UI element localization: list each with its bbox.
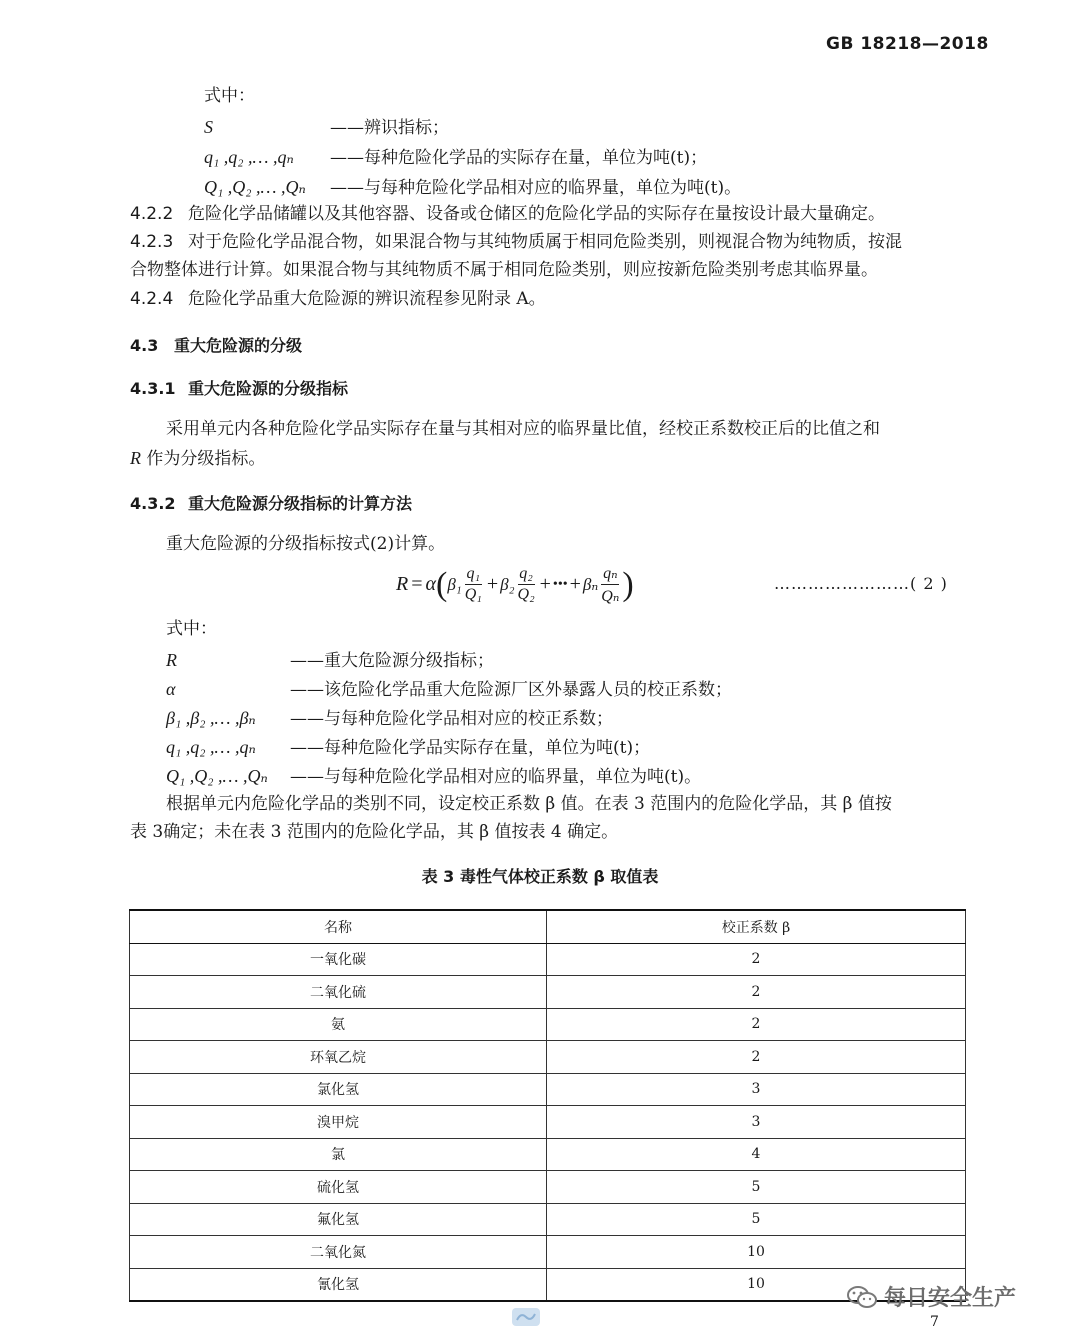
clause-text: 危险化学品重大危险源的辨识流程参见附录 A。	[188, 289, 546, 309]
formula-plus: +	[486, 573, 499, 595]
clause-number: 4.2.2	[130, 204, 174, 224]
table-cell-value: 2	[547, 976, 966, 1009]
definition-symbol: Q₁ ,Q₂ ,… ,Qₙ	[204, 177, 306, 197]
table-cell-name: 氟化氢	[130, 1203, 547, 1236]
section-heading-4-3-2	[130, 491, 412, 514]
paragraph-line: 采用单元内各种危险化学品实际存在量与其相对应的临界量比值，经校正系数校正后的比值之和	[166, 419, 880, 439]
formula-right-paren: )	[622, 565, 634, 603]
formula-fraction	[518, 565, 535, 604]
fraction-numerator: q₂	[519, 565, 533, 582]
clause-text: 对于危险化学品混合物，如果混合物与其纯物质属于相同危险类别，则视混合物为纯物质，按混	[188, 232, 902, 252]
definition-row	[166, 762, 701, 787]
table-row	[130, 1236, 966, 1269]
fraction-denominator: Qₙ	[601, 588, 620, 605]
table-row	[130, 1041, 966, 1074]
formula-fraction	[465, 565, 482, 604]
section-number: 4.3	[130, 336, 159, 355]
section-title: 重大危险源的分级指标	[188, 379, 349, 398]
standard-code: GB 18218—2018	[826, 34, 989, 54]
paragraph-text: 作为分级指标。	[141, 449, 266, 469]
fraction-numerator: q₁	[466, 565, 481, 582]
definition-symbol: R	[166, 650, 177, 670]
table-cell-name: 硫化氢	[130, 1171, 547, 1204]
definition-symbol: α	[166, 679, 176, 699]
symbol-R: R	[130, 448, 141, 468]
definition-symbol: q₁ ,q₂ ,… ,qₙ	[204, 147, 294, 167]
definition-desc: ——辨识指标；	[330, 118, 449, 138]
paragraph-line: 表 3确定；未在表 3 范围内的危险化学品，其 β 值按表 4 确定。	[130, 822, 619, 842]
watermark	[846, 1281, 1016, 1312]
paragraph-line	[130, 446, 265, 472]
definition-desc: ——与每种危险化学品相对应的校正系数；	[290, 709, 613, 729]
clause-number: 4.2.3	[130, 232, 174, 252]
section-heading-4-3	[130, 333, 302, 356]
paragraph-line: 根据单元内危险化学品的类别不同，设定校正系数 β 值。在表 3 范围内的危险化学品，其 β 值按	[166, 794, 892, 814]
table-cell-value: 3	[547, 1073, 966, 1106]
formula-lhs: R	[396, 573, 409, 595]
table-cell-name: 氰化氢	[130, 1268, 547, 1301]
table-cell-name: 二氧化硫	[130, 976, 547, 1009]
table-cell-name: 二氧化氮	[130, 1236, 547, 1269]
formula-fraction	[601, 563, 619, 606]
watermark-text: 每日安全生产	[884, 1286, 1017, 1311]
formula-beta: β₁	[447, 574, 462, 594]
table-cell-name: 溴甲烷	[130, 1106, 547, 1139]
definition-symbol: Q₁ ,Q₂ ,… ,Qₙ	[166, 766, 268, 786]
fraction-denominator: Q₁	[464, 586, 482, 603]
table-cell-name: 氯	[130, 1138, 547, 1171]
table-cell-value: 3	[547, 1106, 966, 1139]
definition-symbol: S	[204, 117, 213, 137]
formula-2	[396, 563, 634, 606]
definition-row	[204, 113, 449, 138]
definition-desc: ——每种危险化学品的实际存在量，单位为吨(t)；	[330, 148, 708, 168]
table-row	[130, 1008, 966, 1041]
table-cell-name: 环氧乙烷	[130, 1041, 547, 1074]
table-title: 表 3 毒性气体校正系数 β 取值表	[421, 867, 659, 886]
table-row	[130, 976, 966, 1009]
wechat-icon	[846, 1285, 878, 1309]
table-3	[129, 909, 966, 1302]
table-row	[130, 943, 966, 976]
definition-desc: ——与每种危险化学品相对应的临界量，单位为吨(t)。	[290, 767, 702, 787]
definition-row	[166, 646, 494, 671]
page-number: 7	[930, 1314, 939, 1330]
fraction-bar	[601, 584, 619, 585]
column-header: 校正系数 β	[547, 910, 966, 943]
table-cell-value: 10	[547, 1236, 966, 1269]
clause-4-2-3	[130, 230, 902, 255]
clause-text: 危险化学品储罐以及其他容器、设备或仓储区的危险化学品的实际存在量按设计最大量确定。	[188, 204, 885, 224]
formula-plus: +	[569, 573, 581, 595]
definition-row	[204, 173, 741, 198]
table-cell-value: 5	[547, 1203, 966, 1236]
table-cell-value: 4	[547, 1138, 966, 1171]
table-header-row	[130, 910, 966, 943]
definition-row	[166, 675, 732, 700]
fraction-bar	[465, 584, 482, 585]
definition-row	[204, 143, 707, 168]
table-row	[130, 1268, 966, 1301]
section-heading-4-3-1	[130, 376, 348, 399]
formula-equals: =	[411, 573, 423, 595]
sac-logo-icon	[511, 1306, 541, 1328]
definitions-intro: 式中：	[166, 619, 217, 639]
definition-desc: ——该危险化学品重大危险源厂区外暴露人员的校正系数；	[290, 680, 732, 700]
section-number: 4.3.2	[130, 494, 176, 513]
section-number: 4.3.1	[130, 379, 176, 398]
definition-row	[166, 733, 650, 758]
definition-symbol: q₁ ,q₂ ,… ,qₙ	[166, 737, 256, 757]
clause-continuation: 合物整体进行计算。如果混合物与其纯物质不属于相同危险类别，则应按新危险类别考虑其临界量。	[130, 260, 878, 280]
table-row	[130, 1073, 966, 1106]
formula-left-paren: (	[436, 565, 448, 603]
table-cell-value: 10	[547, 1268, 966, 1301]
table-cell-name: 一氧化碳	[130, 943, 547, 976]
paragraph-line: 重大危险源的分级指标按式(2)计算。	[166, 534, 446, 554]
table-row	[130, 1171, 966, 1204]
definition-desc: ——每种危险化学品实际存在量，单位为吨(t)；	[290, 738, 651, 758]
formula-plus: +	[539, 573, 551, 595]
table-cell-value: 2	[547, 1008, 966, 1041]
table-row	[130, 1106, 966, 1139]
definitions-intro: 式中：	[204, 86, 255, 106]
fraction-denominator: Q₂	[517, 586, 535, 603]
column-header: 名称	[130, 910, 547, 943]
table-cell-value: 2	[547, 1041, 966, 1074]
table-row	[130, 1138, 966, 1171]
table-cell-value: 5	[547, 1171, 966, 1204]
formula-beta: β₂	[500, 574, 515, 594]
definition-symbol: β₁ ,β₂ ,… ,βₙ	[166, 708, 256, 728]
formula-alpha: α	[425, 573, 436, 595]
section-title: 重大危险源分级指标的计算方法	[188, 494, 413, 513]
table-cell-name: 氯化氢	[130, 1073, 547, 1106]
table-row	[130, 1203, 966, 1236]
definition-desc: ——重大危险源分级指标；	[290, 651, 494, 671]
formula-beta: βₙ	[582, 574, 599, 594]
formula-ellipsis: •••	[552, 576, 568, 592]
definition-desc: ——与每种危险化学品相对应的临界量，单位为吨(t)。	[330, 178, 742, 198]
table-cell-value: 2	[547, 943, 966, 976]
section-title: 重大危险源的分级	[174, 336, 303, 355]
clause-4-2-2	[130, 202, 885, 227]
table-cell-name: 氨	[130, 1008, 547, 1041]
clause-number: 4.2.4	[130, 289, 174, 309]
fraction-bar	[518, 584, 535, 585]
equation-number: ……………………( 2 )	[774, 574, 948, 593]
definition-row	[166, 704, 613, 729]
clause-4-2-4	[130, 287, 546, 312]
fraction-numerator: qₙ	[603, 565, 618, 582]
